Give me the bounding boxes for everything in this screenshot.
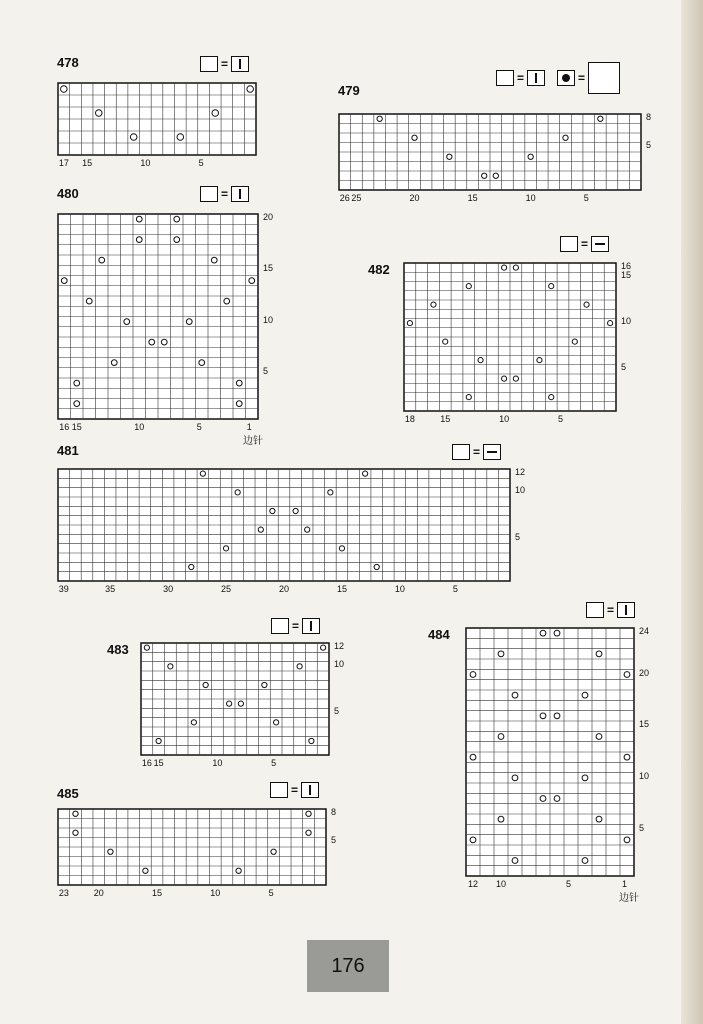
y-tick-label: 5 [263,365,269,376]
x-tick-label: 5 [268,888,274,898]
x-tick-label: 10 [496,879,507,889]
y-tick-label: 10 [334,659,345,670]
legend-478 [200,56,249,72]
legend-bobble-icon [557,70,575,86]
y-tick-label: 16 [621,260,632,271]
y-tick-label: 10 [515,485,526,496]
legend-equals: = [517,71,525,85]
x-tick-label: 10 [499,414,510,424]
x-tick-label: 5 [583,193,589,203]
legend-knit-stitch-icon [527,70,545,86]
legend-equals: = [292,619,300,633]
x-tick-label: 5 [271,758,277,768]
legend-482 [560,236,609,252]
x-tick-label: 10 [525,193,536,203]
x-tick-label: 5 [198,158,204,168]
chart-number-484: 484 [428,627,450,642]
chart-number-479: 479 [338,83,360,98]
chart-grid-479 [338,113,642,191]
x-tick-label: 16 [59,422,70,432]
page-number-text: 176 [331,954,365,977]
legend-empty-square-icon [271,618,289,634]
legend-knit-stitch-icon [617,602,635,618]
legend-empty-square-icon [560,236,578,252]
legend-equals: = [221,57,229,71]
x-tick-label: 15 [153,758,164,768]
legend-empty-square-icon [586,602,604,618]
legend-equals: = [607,603,615,617]
chart-number-485: 485 [57,786,79,801]
x-tick-label: 30 [163,584,174,594]
y-tick-label: 10 [621,316,632,327]
legend-479: = = [496,62,620,94]
x-tick-label: 10 [210,888,221,898]
x-tick-label: 25 [221,584,232,594]
y-tick-label: 5 [331,835,337,846]
y-tick-label: 5 [621,362,627,373]
y-tick-label: 8 [331,806,337,817]
chart-grid-482 [403,262,617,412]
chart-grid-480 [57,213,259,420]
legend-485 [270,782,319,798]
y-tick-label: 10 [639,770,650,781]
y-tick-label: 5 [646,140,652,151]
y-tick-label: 24 [639,626,650,637]
x-tick-label: 15 [467,193,478,203]
x-tick-label: 20 [409,193,420,203]
chart-number-480: 480 [57,186,79,201]
legend-equals: = [221,187,229,201]
legend-empty-square-icon [200,56,218,72]
legend-empty-square-icon [496,70,514,86]
legend-bobble-detail-icon [588,62,620,94]
legend-empty-square-icon [270,782,288,798]
y-tick-label: 15 [621,269,632,280]
legend-equals: = [581,237,589,251]
x-tick-label: 10 [140,158,151,168]
chart-number-483: 483 [107,642,129,657]
chart-grid-483 [140,642,330,756]
y-tick-label: 5 [334,706,340,716]
x-tick-label: 23 [58,888,69,898]
x-tick-label: 35 [105,584,116,594]
y-tick-label: 15 [639,719,650,730]
x-tick-label: 18 [404,414,415,424]
x-tick-label: 20 [279,584,290,594]
x-tick-label: 20 [93,888,104,898]
x-tick-label: 1 [622,879,628,889]
chart-number-482: 482 [368,262,390,277]
x-tick-label: 17 [58,158,69,168]
x-tick-label: 5 [452,584,458,594]
legend-purl-stitch-icon [591,236,609,252]
x-tick-label: 1 [246,422,252,432]
legend-484 [586,602,635,618]
chart-grid-478 [57,82,257,156]
legend-purl-stitch-icon [483,444,501,460]
x-tick-label: 10 [212,758,223,768]
legend-empty-square-icon [200,186,218,202]
x-tick-label: 10 [134,422,145,432]
legend-480 [200,186,249,202]
x-tick-label: 25 [351,193,362,203]
y-tick-label: 20 [639,667,650,678]
x-tick-label: 15 [152,888,163,898]
y-tick-label: 5 [639,822,645,833]
y-tick-label: 12 [334,640,345,651]
x-tick-label: 15 [440,414,451,424]
y-tick-label: 20 [263,212,274,223]
legend-equals: = [291,783,299,797]
x-tick-label: 5 [566,879,572,889]
page-edge [681,0,703,1024]
legend-483 [271,618,320,634]
chart-grid-485 [57,808,327,886]
x-tick-label: 5 [558,414,564,424]
x-tick-label: 15 [71,422,82,432]
legend-knit-stitch-icon [301,782,319,798]
legend-knit-stitch-icon [231,56,249,72]
x-tick-label: 15 [82,158,93,168]
x-tick-label: 26 [339,193,350,203]
y-tick-label: 15 [263,263,274,274]
legend-481 [452,444,501,460]
x-tick-label: 16 [141,758,152,768]
y-tick-label: 8 [646,111,652,122]
chart-grid-481 [57,468,511,582]
legend-knit-stitch-icon [231,186,249,202]
legend-empty-square-icon [452,444,470,460]
edge-stitch-label: 边针 [243,436,263,447]
x-tick-label: 15 [336,584,347,594]
y-tick-label: 5 [515,532,521,542]
x-tick-label: 5 [196,422,202,432]
x-tick-label: 10 [394,584,405,594]
y-tick-label: 12 [515,466,526,477]
legend-knit-stitch-icon [302,618,320,634]
chart-number-478: 478 [57,55,79,70]
chart-grid-484 [465,627,635,877]
chart-number-481: 481 [57,443,79,458]
page-number [307,940,389,992]
x-tick-label: 12 [468,879,479,889]
y-tick-label: 10 [263,314,274,325]
legend-equals: = [473,445,481,459]
x-tick-label: 39 [58,584,69,594]
edge-stitch-label: 边针 [619,893,639,904]
